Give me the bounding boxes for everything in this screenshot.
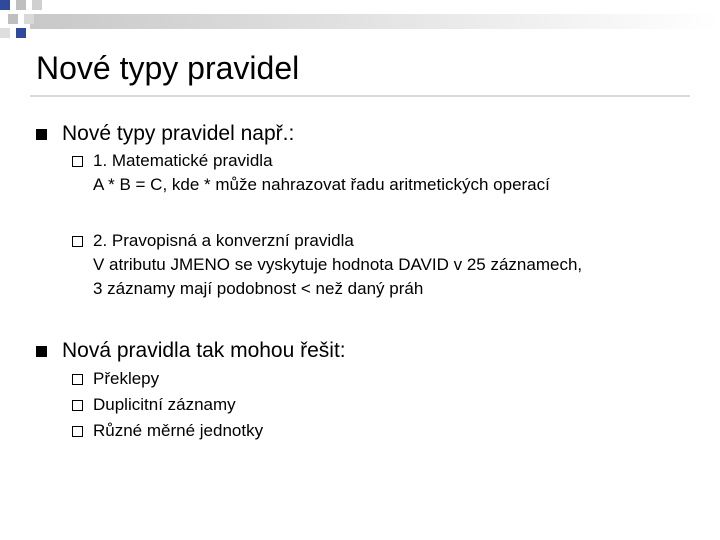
sub-bullet-line: Různé měrné jednotky <box>93 421 264 440</box>
title-divider <box>30 95 690 97</box>
slide-title: Nové typy pravidel <box>36 50 300 86</box>
sub-bullet-line: V atributu JMENO se vyskytuje hodnota DAVID v 25 záznamech, <box>93 255 583 274</box>
bullet-text: Nová pravidla tak mohou řešit: <box>62 339 346 362</box>
square-bullet-icon <box>36 129 47 140</box>
hollow-square-bullet-icon <box>72 156 83 167</box>
hollow-square-bullet-icon <box>72 236 83 247</box>
hollow-square-bullet-icon <box>72 400 83 411</box>
bullet-text: Nové typy pravidel např.: <box>62 122 295 145</box>
sub-bullet-line: 1. Matematické pravidla <box>93 151 273 170</box>
square-bullet-icon <box>36 346 47 357</box>
hollow-square-bullet-icon <box>72 426 83 437</box>
sub-bullet-line: A * B = C, kde * může nahrazovat řadu aritmetických operací <box>93 175 550 194</box>
sub-bullet-line: Duplicitní záznamy <box>93 395 236 414</box>
sub-bullet-line: 2. Pravopisná a konverzní pravidla <box>93 231 354 250</box>
slide-corner-decoration <box>0 0 720 46</box>
sub-bullet-line: 3 záznamy mají podobnost < než daný práh <box>93 279 424 298</box>
hollow-square-bullet-icon <box>72 374 83 385</box>
sub-bullet-line: Překlepy <box>93 369 160 388</box>
